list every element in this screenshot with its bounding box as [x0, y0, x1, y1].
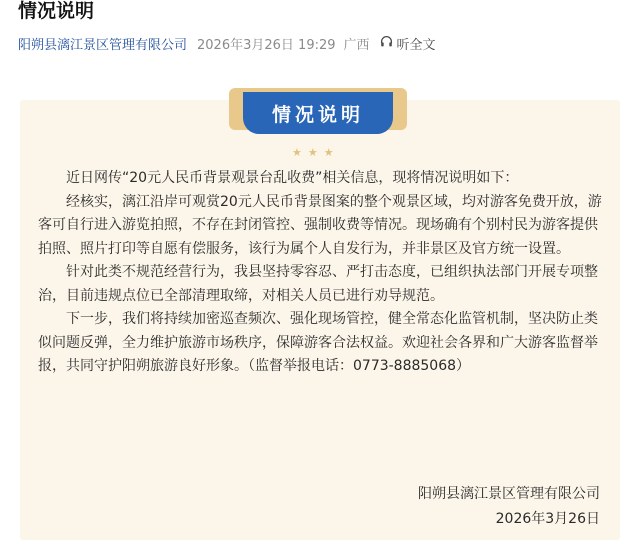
paragraph: 针对此类不规范经营行为，我县坚持零容忍、严打击态度，已组织执法部门开展专项整治，目前违规点位已全部清理取缔，对相关人员已进行劝导规范。 — [38, 264, 598, 304]
source-link[interactable]: 阳朔县漓江景区管理有限公司 — [18, 38, 188, 53]
article-meta — [18, 34, 436, 53]
listen-label: 听全文 — [396, 38, 436, 53]
region-label: 广西 — [343, 38, 370, 53]
notice-header-title: 情况说明 — [243, 92, 393, 134]
paragraph: 近日网传“20元人民币背景观景台乱收费”相关信息，现将情况说明如下： — [66, 170, 519, 186]
headphones-icon — [380, 35, 397, 52]
signature-org: 阳朔县漓江景区管理有限公司 — [418, 486, 600, 502]
publish-time: 2026年3月26日 19:29 — [197, 38, 336, 53]
star-decoration: ★★★ — [292, 146, 340, 159]
signature-block — [418, 482, 600, 532]
notice-header — [229, 88, 407, 138]
paragraph: 下一步，我们将持续加密巡查频次、强化现场管控，健全常态化监管机制，坚决防止类似问题反弹，全力维护旅游市场秩序，保障游客合法权益。欢迎社会各界和广大游客监督举报，共同守护阳朔旅游良好形象。（监督举报电话：0773-8885068） — [38, 311, 598, 374]
notice-body — [38, 167, 604, 379]
paragraph: 经核实，漓江沿岸可观赏20元人民币背景图案的整个观景区域，均对游客免费开放，游客可自行进入游览拍照，不存在封闭管控、强制收费等情况。现场确有个别村民为游客提供拍照、照片打印等自愿有偿服务，该行为属个人自发行为，并非景区及官方统一设置。 — [38, 193, 602, 257]
listen-button[interactable] — [380, 34, 436, 53]
signature-date: 2026年3月26日 — [495, 511, 600, 527]
page-title: 情况说明 — [18, 0, 95, 22]
